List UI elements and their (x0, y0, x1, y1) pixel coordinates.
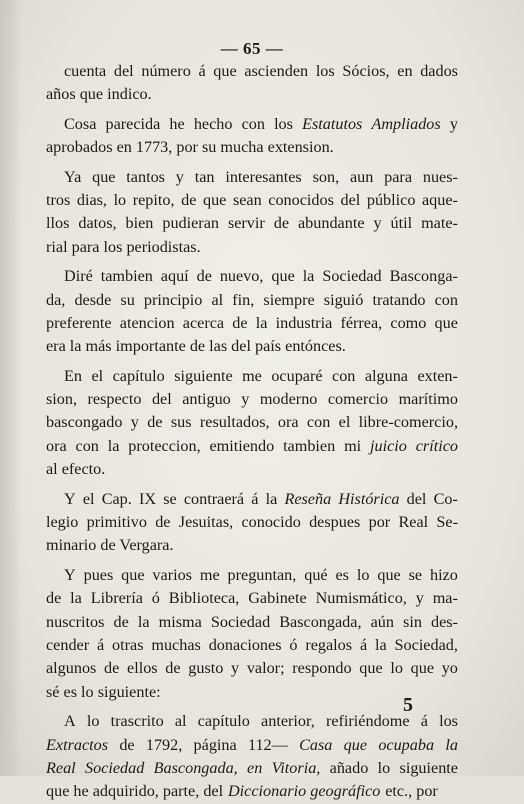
word: los (315, 62, 335, 80)
paragraph (46, 166, 458, 260)
word: fin, (232, 290, 255, 309)
word: cuenta (64, 62, 107, 80)
word: ascienden (244, 62, 309, 80)
word: siguiente (174, 366, 233, 385)
word: proteccion, (128, 436, 201, 455)
text-run: años que indico. (46, 85, 152, 104)
word: aque- (422, 190, 458, 209)
word: Basconga- (389, 267, 458, 286)
word: resultados, (199, 413, 270, 432)
word: página (193, 735, 237, 754)
word: aún (370, 612, 394, 631)
text-line (46, 611, 458, 634)
word: Vitoria, (271, 758, 321, 777)
text-run: al efecto. (46, 460, 106, 479)
text-line (46, 458, 458, 481)
word: al (211, 290, 224, 309)
paragraph (46, 365, 458, 482)
text-line (46, 83, 458, 106)
paragraph (46, 564, 458, 704)
word: Gabinete (248, 589, 307, 608)
word: capítulo (112, 366, 165, 385)
text-line (46, 757, 458, 780)
word: interesantes (225, 167, 302, 186)
word: nuscritos (46, 612, 105, 631)
word: los (274, 114, 293, 133)
text-line (46, 435, 458, 458)
word: son, (312, 167, 340, 186)
word: tratando (372, 290, 426, 309)
word: que (343, 735, 368, 754)
word: lo (86, 712, 100, 731)
word: Histórica (338, 489, 400, 508)
text-line (46, 335, 458, 358)
word: tambien (283, 436, 336, 455)
word: siempre (263, 290, 315, 309)
word: con (241, 114, 265, 133)
word: Casa (299, 735, 333, 754)
word: lo (377, 758, 391, 777)
word: Cosa (64, 114, 97, 133)
word: la (255, 313, 268, 332)
word: tros (46, 190, 71, 209)
word: tan (194, 167, 215, 186)
word: trascrito (110, 712, 164, 731)
word: de (119, 735, 135, 754)
word: Y (64, 489, 76, 508)
word: Estatutos (302, 114, 363, 133)
word: de (46, 589, 62, 608)
word: crítico (415, 436, 458, 455)
word: sus (170, 413, 192, 432)
word: dias, (76, 190, 107, 209)
word: Sociedad (210, 612, 271, 631)
word: principio (143, 290, 203, 309)
paragraph (46, 710, 458, 804)
word: servir (227, 214, 265, 233)
word: Co- (433, 489, 458, 508)
word: la (374, 635, 387, 654)
word: hizo (429, 565, 458, 584)
text-line (46, 734, 458, 757)
word: Real (398, 513, 429, 532)
word: aun (349, 167, 374, 186)
word: misma (158, 612, 202, 631)
word: de (113, 612, 129, 631)
word: y (449, 114, 458, 133)
word: primitivo (86, 513, 147, 532)
word: capítulo (197, 712, 250, 731)
word: se (163, 489, 177, 508)
word: el (82, 489, 95, 508)
text-run: sé es lo siguiente: (46, 682, 161, 701)
word: Ampliados (371, 114, 441, 133)
word: atencion (119, 313, 175, 332)
word: industria (275, 313, 333, 332)
word: conocido (241, 513, 301, 532)
word: preguntan, (227, 565, 297, 584)
word: emitiendo (209, 436, 275, 455)
word: de (273, 214, 290, 233)
word: en (247, 758, 263, 777)
word: sin (403, 612, 422, 631)
word: des- (430, 612, 458, 631)
text-line (46, 166, 458, 189)
text-line (46, 113, 458, 136)
text-line (46, 634, 458, 657)
word: el (91, 366, 104, 385)
word: es (335, 565, 349, 584)
word: útil (390, 214, 413, 233)
text-line (46, 564, 458, 587)
word: con (306, 413, 331, 432)
word: tantos (126, 167, 165, 186)
word: ocuparé (271, 366, 323, 385)
word: preferente (46, 313, 112, 332)
text-line (46, 189, 458, 212)
word: que (410, 659, 435, 678)
text-run: minario de Vergara. (46, 536, 174, 555)
word: la (265, 489, 278, 508)
word: que (434, 313, 458, 332)
text-line (46, 388, 458, 411)
word: contraerá (183, 489, 245, 508)
word: llos (46, 214, 70, 233)
word: otras (112, 635, 144, 654)
word: 1792, (145, 735, 183, 754)
word: qué (304, 565, 328, 584)
word: del (113, 62, 134, 80)
word: datos, (78, 214, 117, 233)
word: lo (390, 659, 403, 678)
word: IX (138, 489, 157, 508)
word: comercio (327, 390, 389, 409)
word: bien (125, 214, 154, 233)
word: la (302, 267, 315, 286)
word: y (415, 589, 424, 608)
word: varios (152, 565, 192, 584)
word: lo (356, 565, 370, 584)
text-line (46, 411, 458, 434)
word: con (434, 290, 458, 309)
word: algunos (46, 659, 97, 678)
word: que (202, 190, 227, 209)
text-run: que he adquirido, parte, del (46, 782, 224, 801)
word: bascongado (46, 413, 123, 432)
word: Bascongada, (153, 758, 238, 777)
word: moderno (259, 390, 318, 409)
word: libre-comercio, (358, 413, 458, 432)
word: como (390, 313, 427, 332)
word: anterior, (261, 712, 315, 731)
word: aquí (160, 267, 189, 286)
text-line (46, 312, 458, 335)
word: la (107, 436, 120, 455)
word: Sociedad, (394, 635, 458, 654)
word: de (165, 659, 181, 678)
word: su (120, 290, 135, 309)
word: de (181, 190, 197, 209)
printer-signature-mark: 5 (403, 694, 413, 716)
word: he (169, 114, 185, 133)
text-line (46, 488, 458, 511)
word: Bascongada, (279, 612, 362, 631)
text-line (46, 265, 458, 288)
word: Real (46, 758, 76, 777)
word: tambien (100, 267, 153, 286)
word: me (242, 366, 262, 385)
word: el (338, 413, 351, 432)
word: Librería (90, 589, 143, 608)
word: y (231, 659, 240, 678)
text-line (46, 212, 458, 235)
word: que (92, 167, 116, 186)
word: Jesuitas, (178, 513, 234, 532)
word: En (64, 366, 82, 385)
text-line (46, 365, 458, 388)
text-run: era la más importante de las del país entónces. (46, 337, 346, 356)
word: á (198, 62, 206, 80)
word: siguió (323, 290, 364, 309)
word: la (70, 589, 82, 608)
word: con (75, 436, 99, 455)
text-run: aprobados en 1773, por su mucha extension. (46, 138, 334, 157)
text-line (46, 710, 458, 733)
word: se (408, 565, 423, 584)
word: la (445, 735, 458, 754)
word: mate- (421, 214, 458, 233)
text-line (46, 511, 458, 534)
word: donaciones (208, 635, 282, 654)
word: que (213, 62, 237, 80)
paragraph (46, 60, 458, 107)
word: y (130, 413, 139, 432)
word: ora (46, 436, 67, 455)
text-line (46, 289, 458, 312)
word: de (104, 659, 120, 678)
word: juicio (370, 436, 407, 455)
word: repito, (132, 190, 175, 209)
word: desde (74, 290, 112, 309)
text-block (46, 38, 458, 804)
text-line (46, 681, 458, 704)
word: al (174, 712, 187, 731)
text-line (46, 587, 458, 610)
word: Sociedad (322, 267, 382, 286)
word: que (377, 565, 401, 584)
word: ma- (432, 589, 458, 608)
word: marítimo (398, 390, 458, 409)
word: á (97, 635, 105, 654)
word: Y (64, 565, 76, 584)
text-run: rial para los periodistas. (46, 237, 201, 256)
word: Se- (436, 513, 458, 532)
word: refiriéndome (325, 712, 410, 731)
word: valor; (246, 659, 285, 678)
word: y (373, 214, 382, 233)
text-line (46, 236, 458, 259)
text-line (46, 60, 458, 83)
word: de (196, 267, 212, 286)
text-line (46, 136, 458, 159)
word: mi (344, 436, 362, 455)
word: que (359, 659, 383, 678)
word: ocupaba (378, 735, 435, 754)
word: ó (151, 589, 160, 608)
word: los (439, 712, 458, 731)
word: respecto (87, 390, 142, 409)
word: del (406, 489, 427, 508)
word: del (151, 390, 172, 409)
word: Numismático, (315, 589, 407, 608)
word: legio (46, 513, 79, 532)
word: á (251, 489, 259, 508)
word: conocidos (268, 190, 334, 209)
word: despues (309, 513, 361, 532)
word: de (147, 413, 163, 432)
word: la (137, 612, 150, 631)
word: A (64, 712, 76, 731)
word: respondo (292, 659, 352, 678)
word: ellos (127, 659, 158, 678)
word: público (366, 190, 416, 209)
word: añado (329, 758, 369, 777)
word: parecida (105, 114, 161, 133)
word: Extractos (46, 735, 109, 754)
body-text (46, 60, 458, 804)
word: 112— (247, 735, 288, 754)
text-line (46, 780, 458, 803)
word: nuevo, (219, 267, 264, 286)
word: gusto (188, 659, 224, 678)
word: de (232, 313, 248, 332)
word: férrea, (340, 313, 383, 332)
word: Cap. (101, 489, 132, 508)
text-run: etc., por (385, 782, 438, 801)
word: Sociedad (84, 758, 145, 777)
paragraph (46, 113, 458, 160)
word: cender (46, 635, 90, 654)
word: alguna (364, 366, 408, 385)
paragraph (46, 265, 458, 359)
paragraph (46, 488, 458, 558)
word: regalos (305, 635, 353, 654)
word: sion, (46, 390, 78, 409)
word: que (121, 565, 145, 584)
word: pudieran (162, 214, 219, 233)
word: abundante (297, 214, 365, 233)
word: de (155, 513, 171, 532)
word: ó (289, 635, 298, 654)
word: lo (113, 190, 127, 209)
word: exten- (417, 366, 458, 385)
word: nues- (422, 167, 458, 186)
word: antiguo (182, 390, 231, 409)
word: y (175, 167, 184, 186)
word: me (199, 565, 220, 584)
word: del (340, 190, 361, 209)
word: y (241, 390, 250, 409)
word: Biblioteca, (168, 589, 240, 608)
word: siguiente (399, 758, 458, 777)
word: da, (46, 290, 66, 309)
word: muchas (151, 635, 201, 654)
text-line (46, 534, 458, 557)
word: con (332, 366, 356, 385)
italic-text: Diccionario geográfico (227, 782, 381, 801)
word: hecho (193, 114, 233, 133)
word: Ya (64, 167, 82, 186)
word: sean (232, 190, 262, 209)
word: que (271, 267, 295, 286)
word: pues (83, 565, 114, 584)
word: Reseña (284, 489, 332, 508)
binding-shadow (0, 0, 22, 776)
page-number: — 65 — (220, 39, 284, 58)
text-line (46, 657, 458, 680)
word: número (141, 62, 191, 80)
word: en (397, 62, 413, 80)
word: yo (441, 659, 458, 678)
word: acerca (182, 313, 225, 332)
word: ora (277, 413, 299, 432)
word: á (420, 712, 428, 731)
word: para (384, 167, 413, 186)
word: á (359, 635, 368, 654)
word: Diré (64, 267, 93, 286)
word: Sócios, (342, 62, 390, 80)
word: por (368, 513, 391, 532)
word: dados (420, 62, 458, 80)
